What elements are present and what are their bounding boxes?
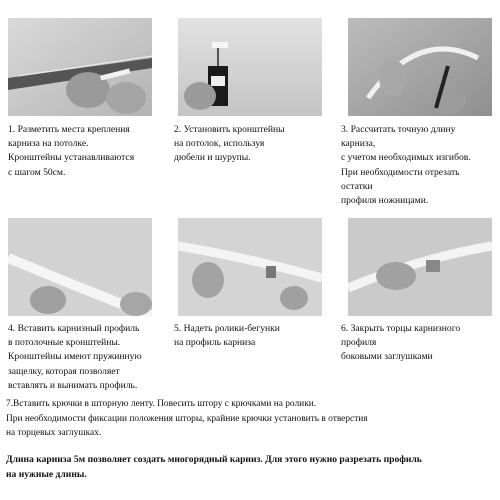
step-5-photo (178, 218, 322, 316)
step-3-caption: 3. Рассчитать точную длину карниза, с учетом необходимых изгибов. При необходимости отрезать остатки профиля ножницами. (341, 124, 471, 207)
step-3-photo (348, 18, 492, 116)
step-1-photo (8, 18, 152, 116)
step-2-caption: 2. Установить кронштейны на потолок, используя дюбели и шурупы. (174, 124, 285, 164)
step-4-photo (8, 218, 152, 316)
step-2-photo (178, 18, 322, 116)
step-4-caption: 4. Вставить карнизный профиль в потолочные кронштейны. Кронштейны имеют пружинную защелку, которая позволяет вставлять и вынимать профиль. (8, 323, 142, 391)
step-6-photo (348, 218, 492, 316)
step-1-caption: 1. Разметить места крепления карниза на потолке. Кронштейны устанавливаются с шагом 50см. (8, 124, 135, 178)
length-note: Длина карниза 5м позволяет создать многорядный карниз. Для этого нужно разрезать профиль на нужные длины. (6, 454, 422, 480)
step-6-caption: 6. Закрыть торцы карнизного профиля боковыми заглушками (341, 323, 461, 363)
step-7-text: 7.Вставить крючки в шторную ленту. Повесить штору с крючками на ролики. При необходимости фиксации положения шторы, крайние крючки установить в отверстия на торцевых заглушках. (6, 399, 368, 439)
step-5-caption: 5. Надеть ролики-бегунки на профиль карниза (174, 323, 280, 349)
